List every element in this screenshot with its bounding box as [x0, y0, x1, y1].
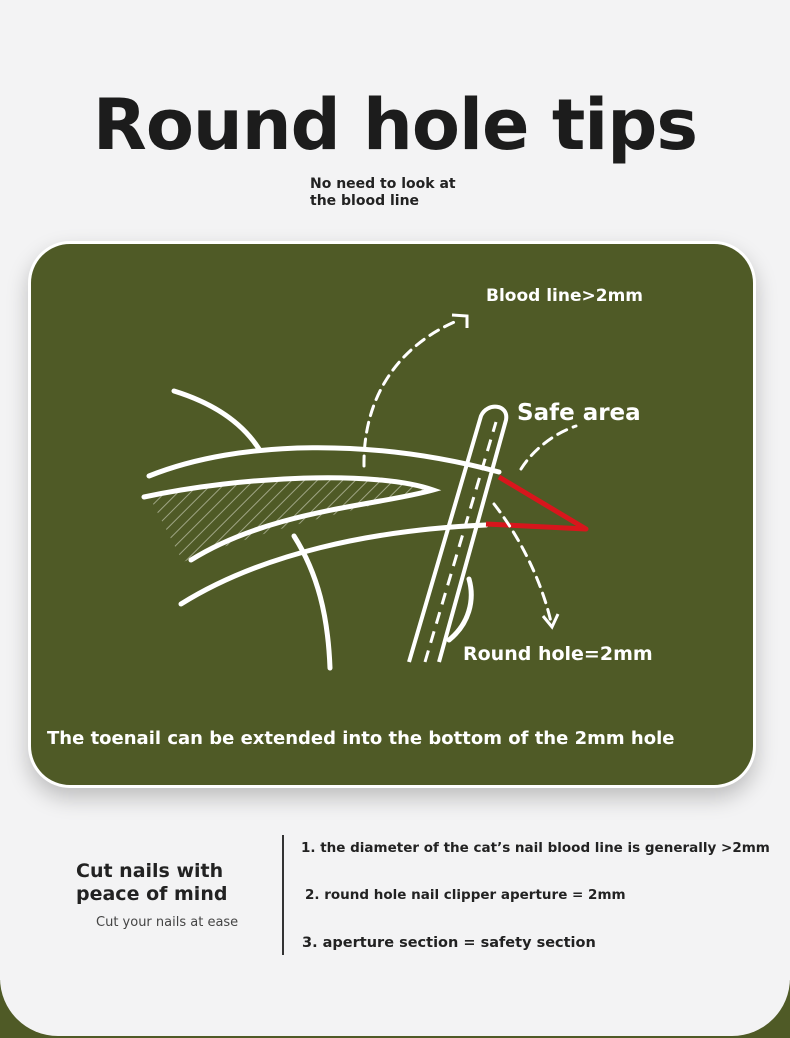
- info-heading-line-1: Cut nails with: [76, 860, 224, 882]
- info-heading-block: [76, 860, 276, 930]
- info-subheading: Cut your nails at ease: [96, 915, 239, 930]
- tip-item-3: 3. aperture section = safety section: [302, 935, 596, 951]
- blood-line-label: Blood line>2mm: [486, 286, 644, 306]
- subtitle-line-1: No need to look at: [310, 176, 456, 192]
- diagram-panel: [28, 241, 756, 788]
- info-heading-line-2: peace of mind: [76, 883, 228, 905]
- subtitle-line-2: the blood line: [310, 193, 420, 209]
- divider-line: [282, 835, 284, 955]
- page-title: Round hole tips: [92, 84, 698, 166]
- safe-tip-red: [486, 477, 586, 529]
- dashed-arrows: [364, 320, 576, 622]
- tip-item-1: 1. the diameter of the cat’s nail blood line is generally >2mm: [301, 840, 770, 856]
- round-hole-label: Round hole=2mm: [463, 643, 653, 665]
- diagram-note: The toenail can be extended into the bottom of the 2mm hole: [47, 728, 675, 749]
- clipper-blade: [409, 407, 506, 662]
- safe-area-label: Safe area: [517, 400, 641, 426]
- page-subtitle: [310, 176, 530, 210]
- nail-diagram: [31, 244, 753, 785]
- tip-item-2: 2. round hole nail clipper aperture = 2mm: [305, 887, 626, 903]
